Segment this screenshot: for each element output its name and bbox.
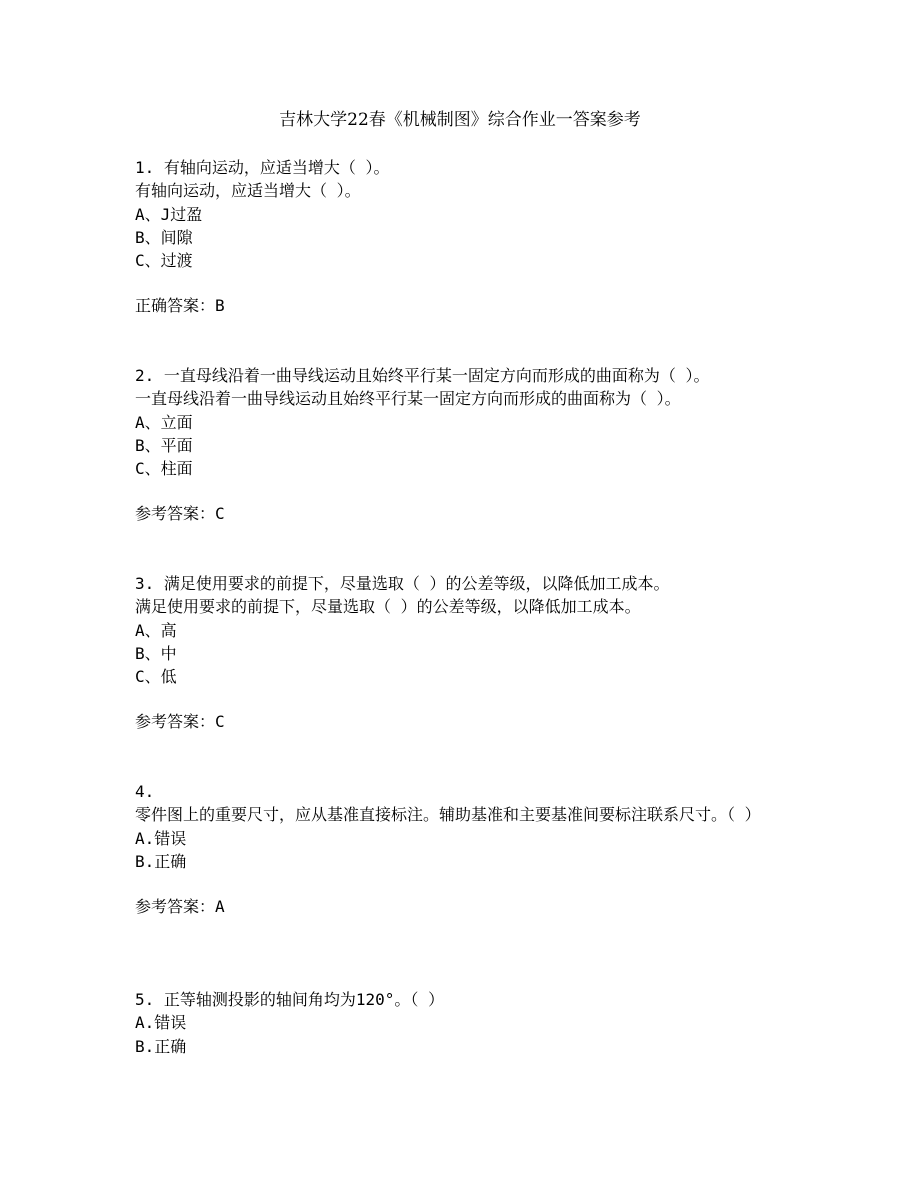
question-header: 2. 一直母线沿着一曲导线运动且始终平行某一固定方向而形成的曲面称为（ ）。 [135,366,710,385]
question-stem: 零件图上的重要尺寸，应从基准直接标注。辅助基准和主要基准间要标注联系尺寸。（ ） [135,805,761,825]
question-header: 1. 有轴向运动，应适当增大（ ）。 [135,158,390,177]
question-stem: 有轴向运动，应适当增大（ ）。 [135,181,361,201]
option-b: B、间隙 [135,227,193,247]
document-title: 吉林大学22春《机械制图》综合作业一答案参考 [279,110,641,130]
option-c: C、低 [135,667,177,687]
question-5 [135,988,795,1058]
question-header: 3. 满足使用要求的前提下，尽量选取（ ）的公差等级，以降低加工成本。 [135,574,670,593]
option-b: B、中 [135,643,177,663]
question-1 [135,156,795,318]
question-4 [135,780,795,918]
answer-line: 参考答案：A [135,897,225,917]
question-header: 5. 正等轴测投影的轴间角均为120°。（ ） [135,990,445,1009]
question-3 [135,572,795,734]
option-b: B.正确 [135,851,187,871]
option-b: B、平面 [135,435,193,455]
answer-line: 参考答案：C [135,504,225,524]
option-c: C、柱面 [135,459,193,479]
answer-line: 参考答案：C [135,712,225,732]
option-a: A、立面 [135,412,193,432]
question-header: 4. [135,782,155,801]
option-a: A.错误 [135,828,187,848]
option-a: A、J过盈 [135,204,203,224]
question-stem: 一直母线沿着一曲导线运动且始终平行某一固定方向而形成的曲面称为（ ）。 [135,389,681,409]
option-a: A.错误 [135,1013,187,1033]
option-c: C、过渡 [135,251,193,271]
question-2 [135,364,795,526]
answer-line: 正确答案：B [135,296,225,316]
option-b: B.正确 [135,1036,187,1056]
question-stem: 满足使用要求的前提下，尽量选取（ ）的公差等级，以降低加工成本。 [135,597,641,617]
option-a: A、高 [135,620,177,640]
